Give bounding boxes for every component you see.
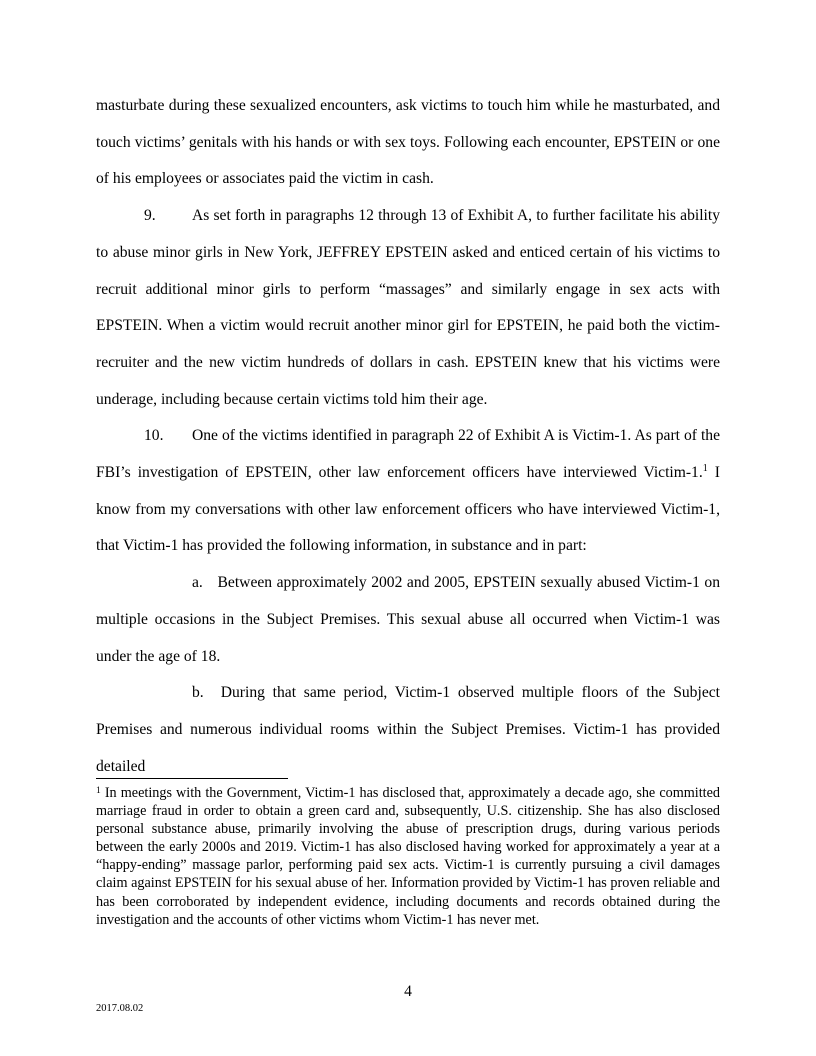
paragraph-10 [96, 418, 720, 565]
continuation-paragraph: masturbate during these sexualized encounters, ask victims to touch him while he masturbated, and touch victims’ genitals with his hands or with sex toys. Following each encounter, EPSTEIN or one of his employees or associates paid the victim in cash. [96, 97, 720, 188]
subparagraph-label: b. [192, 684, 204, 702]
footnote-marker: 1 [96, 786, 101, 796]
footnote-text: In meetings with the Government, Victim-1 has disclosed that, approximately a decade ago, she committed marriage fraud in order to obtain a green card and, subsequently, U.S. citizenship. She has also disclosed personal substance abuse, primarily involving the abuse of prescription drugs, during various periods between the early 2000s and 2019. Victim-1 has also disclosed having worked for approximately a year at a “happy-ending” massage parlor, performing paid sex acts. Victim-1 is currently pursuing a civil damages claim against EPSTEIN for his sexual abuse of her. Information provided by Victim-1 has proven reliable and has been corroborated by independent evidence, including documents and records obtained during the investigation and the accounts of other victims whom Victim-1 has never met. [96, 785, 720, 928]
footnote-reference: 1 [702, 463, 708, 475]
paragraph-9 [96, 198, 720, 418]
footnote-1 [96, 784, 720, 929]
footnote-separator [96, 778, 288, 779]
subparagraph-b [96, 675, 720, 785]
document-body [96, 88, 720, 785]
page-number: 4 [404, 983, 412, 1000]
paragraph-number: 9. [144, 207, 156, 225]
paragraph-number: 10. [144, 427, 164, 445]
subparagraph-text: Between approximately 2002 and 2005, EPSTEIN sexually abused Victim-1 on multiple occasions in the Subject Premises. This sexual abuse all occurred when Victim-1 was under the age of 18. [96, 574, 720, 665]
paragraph-text: As set forth in paragraphs 12 through 13 of Exhibit A, to further facilitate his ability to abuse minor girls in New York, JEFFREY EPSTEIN asked and enticed certain of his victims to recruit additional minor girls to perform “massages” and similarly engage in sex acts with EPSTEIN. When a victim would recruit another minor girl for EPSTEIN, he paid both the victim-recruiter and the new victim hundreds of dollars in cash. EPSTEIN knew that his victims were underage, including because certain victims told him their age. [96, 207, 720, 408]
subparagraph-a [96, 565, 720, 675]
document-date: 2017.08.02 [96, 1003, 144, 1014]
paragraph-text-continued: I know from my conversations with other law enforcement officers who have interviewed Victim-1, that Victim-1 has provided the following information, in substance and in part: [96, 464, 721, 555]
subparagraph-text: During that same period, Victim-1 observed multiple floors of the Subject Premises and numerous individual rooms within the Subject Premises. Victim-1 has provided detailed [96, 684, 720, 775]
paragraph-text: One of the victims identified in paragraph 22 of Exhibit A is Victim-1. As part of the FBI’s investigation of EPSTEIN, other law enforcement officers have interviewed Victim-1. [96, 427, 720, 482]
subparagraph-label: a. [192, 574, 203, 592]
